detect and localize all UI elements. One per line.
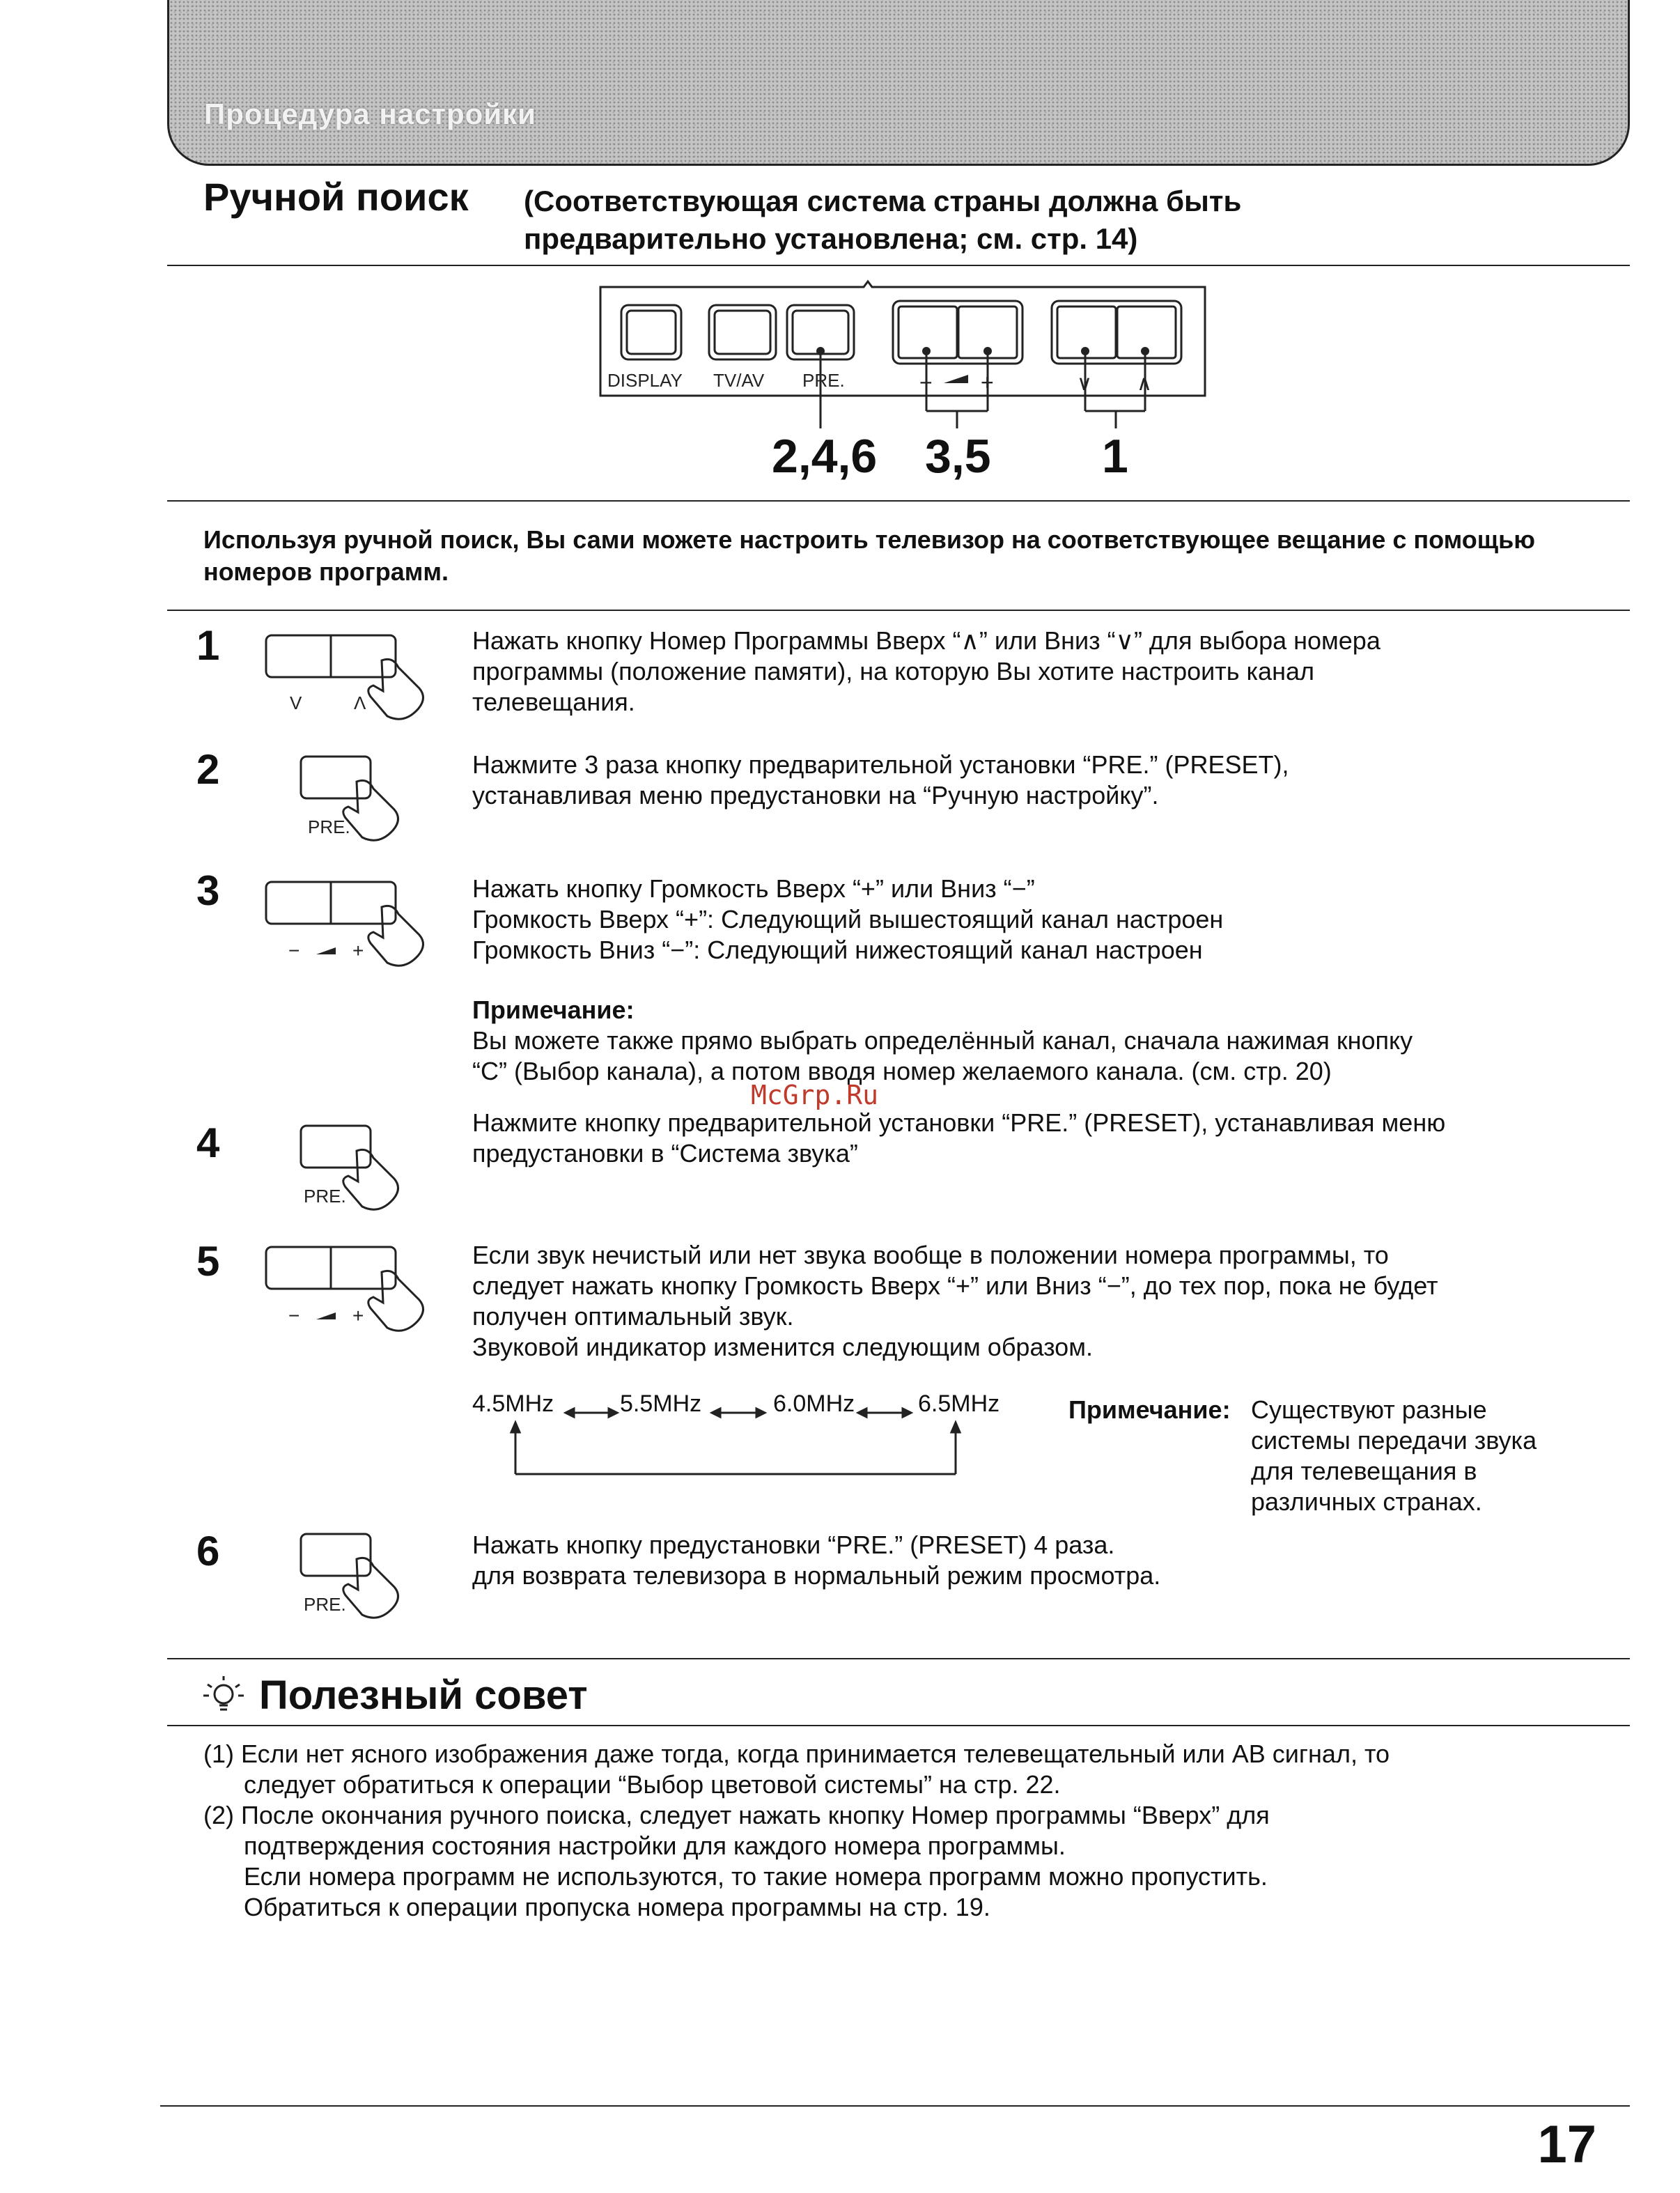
footer-rule: [160, 2105, 1630, 2107]
subtitle-line-2: предварительно установлена; см. стр. 14): [524, 222, 1138, 255]
svg-text:−: −: [288, 940, 300, 961]
tips-title: Полезный совет: [259, 1673, 588, 1718]
svg-text:Λ: Λ: [354, 692, 366, 713]
svg-text:+: +: [352, 940, 364, 961]
svg-text:−: −: [288, 1305, 300, 1326]
callout-1: 1: [1102, 430, 1128, 483]
svg-text:V: V: [290, 692, 302, 713]
divider: [167, 610, 1630, 611]
subtitle-line-1: (Соответствующая система страны должна быть: [524, 185, 1242, 217]
page-number: 17: [1537, 2115, 1596, 2174]
divider: [167, 500, 1630, 502]
freq-4-5: 4.5MHz: [472, 1390, 554, 1417]
section-header-band: [167, 0, 1630, 166]
divider: [167, 265, 1630, 266]
down-label: ∨: [1077, 372, 1092, 395]
up-label: ∧: [1137, 372, 1152, 395]
step-number: 2: [196, 746, 220, 793]
freq-6-0: 6.0MHz: [773, 1390, 855, 1417]
step-5-note: Существуют разные системы передачи звука для телевещания в различных странах.: [1251, 1395, 1537, 1516]
step-number: 4: [196, 1119, 220, 1166]
volume-buttons-icon: [263, 1244, 451, 1342]
tip-item: (1) Если нет ясного изображения даже тогда, когда принимается телевещательный или АВ сигнал, то: [203, 1739, 1390, 1768]
pre-label: PRE.: [802, 370, 845, 391]
callout-2-4-6: 2,4,6: [772, 430, 878, 483]
lightbulb-icon: [199, 1672, 248, 1721]
page-title: Ручной поиск: [203, 175, 469, 219]
minus-label: −: [919, 370, 933, 395]
frequency-cycle-arrows: [460, 1393, 975, 1491]
svg-text:PRE.: PRE.: [304, 1594, 346, 1615]
updown-buttons-icon: [263, 633, 451, 730]
pre-button-icon: [293, 754, 432, 851]
plus-label: +: [981, 370, 994, 395]
step-number: 6: [196, 1528, 220, 1574]
callout-3-5: 3,5: [925, 430, 991, 483]
watermark: McGrp.Ru: [751, 1080, 879, 1110]
divider: [167, 1658, 1630, 1659]
svg-text:+: +: [352, 1305, 364, 1326]
step-4-text: Нажмите кнопку предварительной установки “PRE.” (PRESET), устанавливая меню предустановки в “Система звука”: [472, 1108, 1446, 1168]
display-label: DISPLAY: [607, 370, 683, 391]
section-title: Процедура настройки: [204, 98, 536, 130]
freq-5-5: 5.5MHz: [620, 1390, 702, 1417]
tip-item: (2) После окончания ручного поиска, следует нажать кнопку Номер программы “Вверх” для: [203, 1801, 1270, 1829]
pre-button-icon: [293, 1123, 432, 1221]
volume-icon: [944, 375, 968, 383]
step-number: 1: [196, 622, 220, 669]
step-number: 5: [196, 1238, 220, 1285]
divider: [167, 1725, 1630, 1726]
step-1-text: Нажать кнопку Номер Программы Вверх “∧” или Вниз “∨” для выбора номера программы (положение памяти), на которую Вы хотите настроить канал телевещания.: [472, 626, 1380, 716]
tvav-label: TV/AV: [713, 370, 765, 391]
step-6-text: Нажать кнопку предустановки “PRE.” (PRESET) 4 раза. для возврата телевизора в нормальный режим просмотра.: [472, 1531, 1161, 1590]
freq-6-5: 6.5MHz: [918, 1390, 1000, 1417]
volume-buttons-icon: [263, 879, 451, 977]
svg-text:PRE.: PRE.: [308, 816, 350, 837]
tips-list: (1) Если нет ясного изображения даже тогда, когда принимается телевещательный или АВ сигнал, то следует обратиться к операции “Выбор цветовой системы” на стр. 22. (2) После окончания ручного поиска, следует нажать кнопку Номер программы “Вверх” для подтверждения состояния настройки для каждого номера программы. Если номера программ не используются, то такие номера программ можно пропустить. Обратиться к операции пропуска номера программы на стр. 19.: [203, 1739, 1610, 1923]
step-number: 3: [196, 867, 220, 914]
step-5-text: Если звук нечистый или нет звука вообще в положении номера программы, то следует нажать кнопку Громкость Вверх “+” или Вниз “−”, до тех пор, пока не будет получен оптимальный звук. Звуковой индикатор изменится следующим образом.: [472, 1241, 1438, 1361]
pre-button-icon: [293, 1531, 432, 1629]
page-subtitle: [524, 183, 1499, 258]
step-2-text: Нажмите 3 раза кнопку предварительной установки “PRE.” (PRESET), устанавливая меню предустановки на “Ручную настройку”.: [472, 750, 1289, 809]
intro-text: Используя ручной поиск, Вы сами можете настроить телевизор на соответствующее вещание с помощью номеров программ.: [203, 525, 1536, 586]
step-3-text: Нажать кнопку Громкость Вверх “+” или Вниз “−” Громкость Вверх “+”: Следующий вышестоящий канал настроен Громкость Вниз “−”: Следующий нижестоящий канал настроен: [472, 874, 1224, 964]
step-3-note: Примечание: Вы можете также прямо выбрать определённый канал, сначала нажимая кнопку “C” (Выбор канала), а потом вводя номер желаемого канала. (см. стр. 20): [472, 995, 1413, 1085]
step-5-note-title: Примечание:: [1068, 1395, 1231, 1424]
svg-text:PRE.: PRE.: [304, 1186, 346, 1207]
